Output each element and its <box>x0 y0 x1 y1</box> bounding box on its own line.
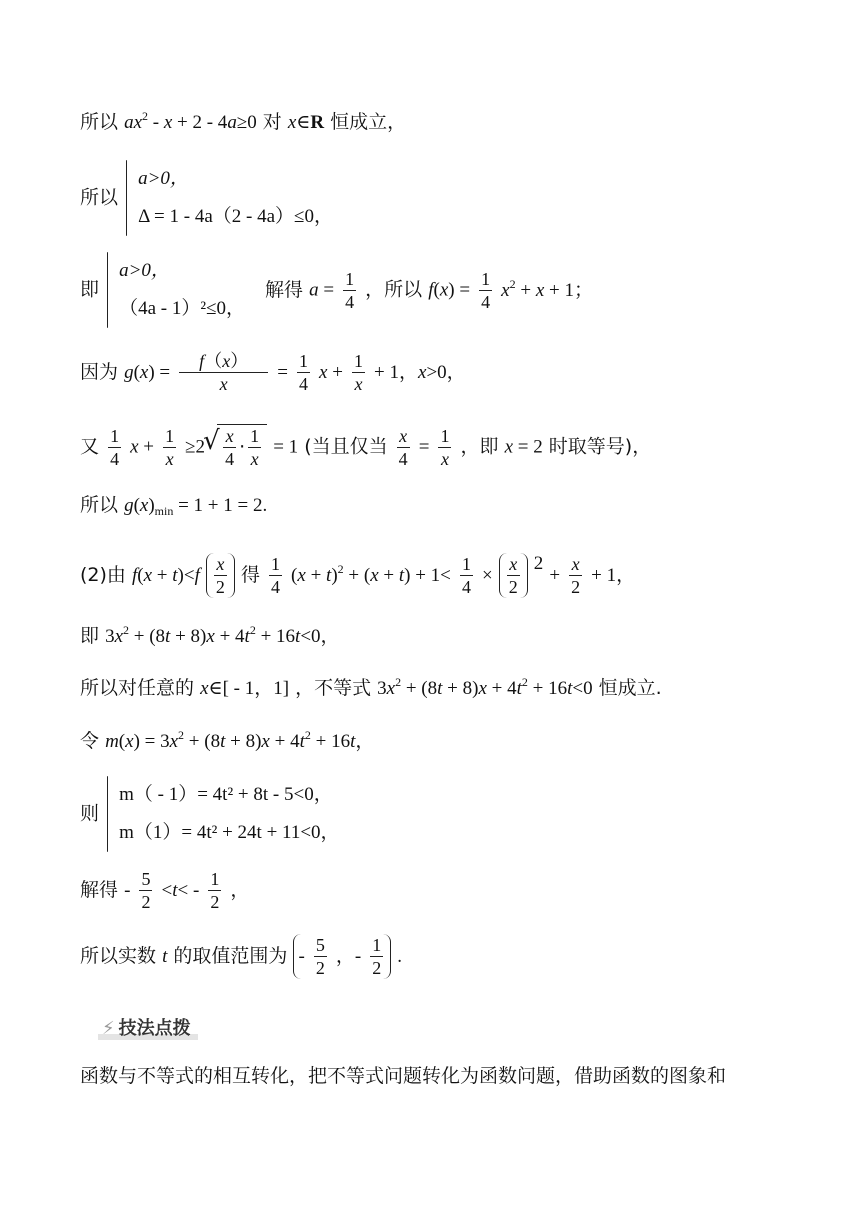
line-3: 即 a>0， （4a - 1）²≤0， 解得 a = $\frac{1}{4}$ ，所以 f(x) = $\frac{1}{4}$ $x^2 + x + 1$； <box>80 252 593 328</box>
line-1: 所以 $ax^2 - x + 2 - 4a\ge 0$ 对 x∈R 恒成立， <box>80 109 407 133</box>
line-13: 所以实数 t 的取值范围为 - $\frac{5}{2}$ ，- $\frac{1}{2}$ . <box>80 935 403 978</box>
line-5: 又 $\frac{1}{4}$ x + $\frac{1}{x}$ ≥2 √ $\frac{x}{4}$ · $\frac{1}{x}$ = 1 (当且仅当 $\frac{x}{4}$ = $\frac{1}{x}$ ，即 x = 2 时取等号)， <box>80 424 651 470</box>
summary-text: 函数与不等式的相互转化，把不等式问题转化为函数问题，借助函数的图象和 <box>80 1065 727 1087</box>
line-8: 即 $3x^2 + (8t + 8)x + 4t^2 + 16t<0$， <box>80 623 340 647</box>
tip-header: ⚡ 技法点拨 <box>102 1018 191 1039</box>
line-2: 所以 a>0， Δ = 1 - 4a（2 - 4a）≤0， <box>80 160 333 236</box>
lightning-icon: ⚡ <box>102 1018 115 1039</box>
line-9: 所以对任意的 x∈[ - 1，1] ，不等式 $3x^2 + (8t + 8)x + 4t^2 + 16t<0$ 恒成立. <box>80 675 662 699</box>
line-11: 则 m（ - 1）= 4t² + 8t - 5<0， m（1）= 4t² + 24t + 11<0， <box>80 776 340 852</box>
line-12: 解得 - $\frac{5}{2}$ <t< - $\frac{1}{2}$ ， <box>80 869 250 912</box>
line-10: 令 $m(x) = 3x^2 + (8t + 8)x + 4t^2 + 16t$， <box>80 728 375 752</box>
line-4: 因为 g(x) = $\frac{f(x)}{x}$ = $\frac{1}{4}$ x + $\frac{1}{x}$ + 1，x>0， <box>80 351 466 394</box>
line-6: 所以 $g(x)_{min} = 1 + 1 = 2$. <box>80 494 268 518</box>
line-7: (2)由 f(x + t)<f $\frac{x}{2}$ 得 $\frac{1}{4}$ $(x + t)^2 + (x + t) + 1<$ $\frac{1}{4}$ × $\frac{x}{2}$ 2 + $\frac{x}{2}$ + 1， <box>80 553 636 597</box>
